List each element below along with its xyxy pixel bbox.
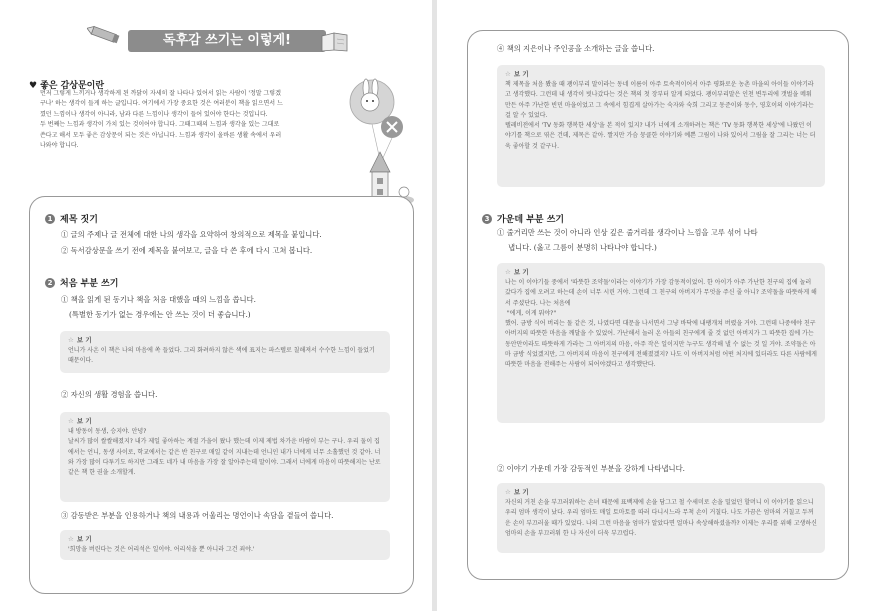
- pencil-icon: [84, 21, 121, 48]
- star-icon: ☆: [68, 535, 74, 543]
- section-3-item-2: ② 이야기 가운데 가장 감동적인 부분을 강하게 나타냅니다.: [497, 464, 685, 473]
- section-2-item-1-note: (특별한 동기가 없는 경우에는 안 쓰는 것이 더 좋습니다.): [69, 310, 251, 319]
- book-icon: [320, 30, 350, 52]
- example-box: ☆ 보 기 내 방동이 동생, 승지야. 안녕? 날씨가 많이 쌀쌀해졌지? 내가 제일 좋아하는 계절 가을이 왔나 했는데 이제 제법 차가운 바람이 부는 구나. 우리 둘이 집에서는 언니, 동생 사이로, 학교에서는 같은 반 친구로 매일 같이 지내는데 언니인 내가 너에게 너무 소홀했던 것 같아. 너와 가장 많이 다투기도 하지만 그래도 네가 내 마음을 가장 잘 알아주는데 말이야. 그래서 너에게 마음이 따뜻해지는 난로 같은 책 한 권을 소개할게.: [60, 412, 390, 502]
- example-box: ☆ 보 기 자신의 거친 손을 부끄러워하는 손녀 때문에 표백제에 손을 담그고 철 수세미로 손을 밀었던 할머니 이 이야기를 읽으니 우리 엄마 생각이 났다. 우리 엄마도 매일 토마토를 따러 다니시느라 무척 손이 거칠다. 나도 가끔은 엄마의 거칠고 두꺼운 손이 부끄러울 때가 있었다. 나의 그런 마음을 엄마가 알았다면 얼마나 속상해하셨을까? 이제는 우리를 위해 고생하신 엄마의 손을 부끄러워 한 나 자신이 더욱 부끄럽다.: [497, 483, 825, 553]
- section-2-item-3: ③ 감동받은 부분을 인용하거나 책의 내용과 어울리는 명언이나 속담을 곁들여 씁니다.: [61, 511, 334, 520]
- section-1-item-1: ① 글의 주제나 글 전체에 대한 나의 생각을 요약하여 창의적으로 제목을 붙입니다.: [61, 230, 322, 239]
- star-icon: ☆: [505, 70, 511, 78]
- section-2-heading: 2 처음 부분 쓰기: [45, 276, 118, 289]
- intro-heading: ♥ 좋은 감상문이란: [29, 81, 105, 91]
- section-3-item-1-cont: 냅니다. (옳고 그름이 분명히 나타나야 합니다.): [508, 243, 657, 252]
- intro-text: 먼저 그렇게 느끼거나 생각하게 된 까닭이 자세히 잘 나타나 있어서 읽는 사람이 '정말 그렇겠구나' 하는 생각이 들게 하는 글입니다. 여기에서 가장 중요한 것은 여러분이 책을 읽으면서 느꼈던 느낌이나 생각이 아니라, 남과 다른 느낌이나 생각이 들어 있어야 한다는 것입니다. 두 번째는 느낌과 생각이 가치 있는 것이어야 합니다. 그때그때의 느낌과 생각을 있는 그대로 쓴다고 해서 모두 좋은 감상문이 되는 것은 아닙니다. 느낌과 생각이 올바른 생활 속에서 우러나와야 합니다.: [40, 90, 283, 150]
- example-box: ☆ 보 기 나는 이 이야기들 중에서 '따뜻한 조약돌'이라는 이야기가 가장 감동적이었어. 한 아이가 아주 가난한 친구의 집에 놀러 갔다가 집에 오려고 하는데 손이 너무 시린 거야. 그런데 그 친구의 아버지가 무엇을 주신 줄 아니? 조약돌을 따뜻하게 해서 주셨단다. 나는 처음에 "에게, 이게 뭐야?" 했어. 금방 식어 버리는 돌 같은 것, 나였다면 대문을 나서면서 그냥 바닥에 내팽개쳐 버렸을 거야. 그런데 나중에야 친구 아버지의 따뜻한 마음을 깨달을 수 있었어. 가난해서 놀러 온 아들의 친구에게 줄 것 없던 아버지가 그 따뜻한 집에 가는 동안만이라도 따뜻하게 가라는 그 아버지의 마음, 아주 작은 일이지만 누구도 생각해 낼 수 없는 것 일 거야. 조약돌은 아마 금방 식었겠지만, 그 아버지의 마음이 친구에게 전해졌겠지? 나도 이 아버지처럼 어떤 처지에 있더라도 다른 사람에게 따뜻한 마음을 전해주는 사람이 되어야겠다고 생각했단다.: [497, 263, 825, 423]
- section-2-item-4: ④ 책의 지은이나 주인공을 소개하는 글을 씁니다.: [497, 44, 655, 53]
- section-3-heading: 3 가운데 부분 쓰기: [482, 212, 564, 225]
- star-icon: ☆: [68, 336, 74, 344]
- section-2-item-2: ② 자신의 생활 경험을 씁니다.: [61, 390, 158, 399]
- star-icon: ☆: [505, 488, 511, 496]
- section-3-item-1: ① 줄거리만 쓰는 것이 아니라 인상 깊은 줄거리를 생각이나 느낌을 고루 섞어 나타: [497, 228, 758, 237]
- section-2-item-1: ① 책을 읽게 된 동기나 책을 처음 대했을 때의 느낌을 씁니다.: [61, 295, 256, 304]
- section-1-item-2: ② 독서감상문을 쓰기 전에 제목을 붙여보고, 글을 다 쓴 후에 다시 고쳐 봅니다.: [61, 246, 313, 255]
- example-box: ☆ 보 기 언니가 사온 이 책은 나의 마음에 쏙 들었다. 그리 화려하지 않은 색에 표지는 파스텔로 칠해져서 수수한 느낌이 들었기 때문이다.: [60, 331, 390, 373]
- example-box: ☆ 보 기 책 제목을 처음 봤을 때 괭이부리 말이라는 동네 이름이 아주 토속적이어서 아주 평화로운 농촌 마을의 아이들 이야기라고 생각했다. 그런데 내 생각이 빗나갔다는 것은 책의 첫 장부터 알게 되었다. 괭이부리말은 인천 변두리에 갯벌을 메워 만든 아주 가난한 빈민 마을이었고 그 속에서 힘겹게 살아가는 숙자와 숙희 그리고 동준이와 동수, 영호이의 이야기라는 걸 알 수 있었다. 텔레비전에서 'TV 동화 행복한 세상'을 본 적이 있지? 내가 너에게 소개하려는 책은 'TV 동화 행복한 세상'에 나왔던 이야기를 책으로 엮은 건데, 제목은 같아. 짤지만 가슴 뭉클한 이야기와 예쁜 그림이 나와 있어서 그림을 잘 그리는 너는 더욱 좋아할 것 같구나.: [497, 65, 825, 187]
- page-title: 독후감 쓰기는 이렇게!: [128, 30, 326, 52]
- example-box: ☆ 보 기 '희망을 버린다는 것은 어리석은 일이야. 어리석을 뿐 아니라 그건 죄야.': [60, 530, 390, 560]
- right-page: [437, 0, 870, 611]
- left-page: [0, 0, 432, 611]
- section-1-heading: 1 제목 짓기: [45, 212, 98, 225]
- rabbit-balloon-illustration: [300, 72, 425, 212]
- star-icon: ☆: [68, 417, 74, 425]
- heart-icon: ♥: [29, 81, 38, 91]
- star-icon: ☆: [505, 268, 511, 276]
